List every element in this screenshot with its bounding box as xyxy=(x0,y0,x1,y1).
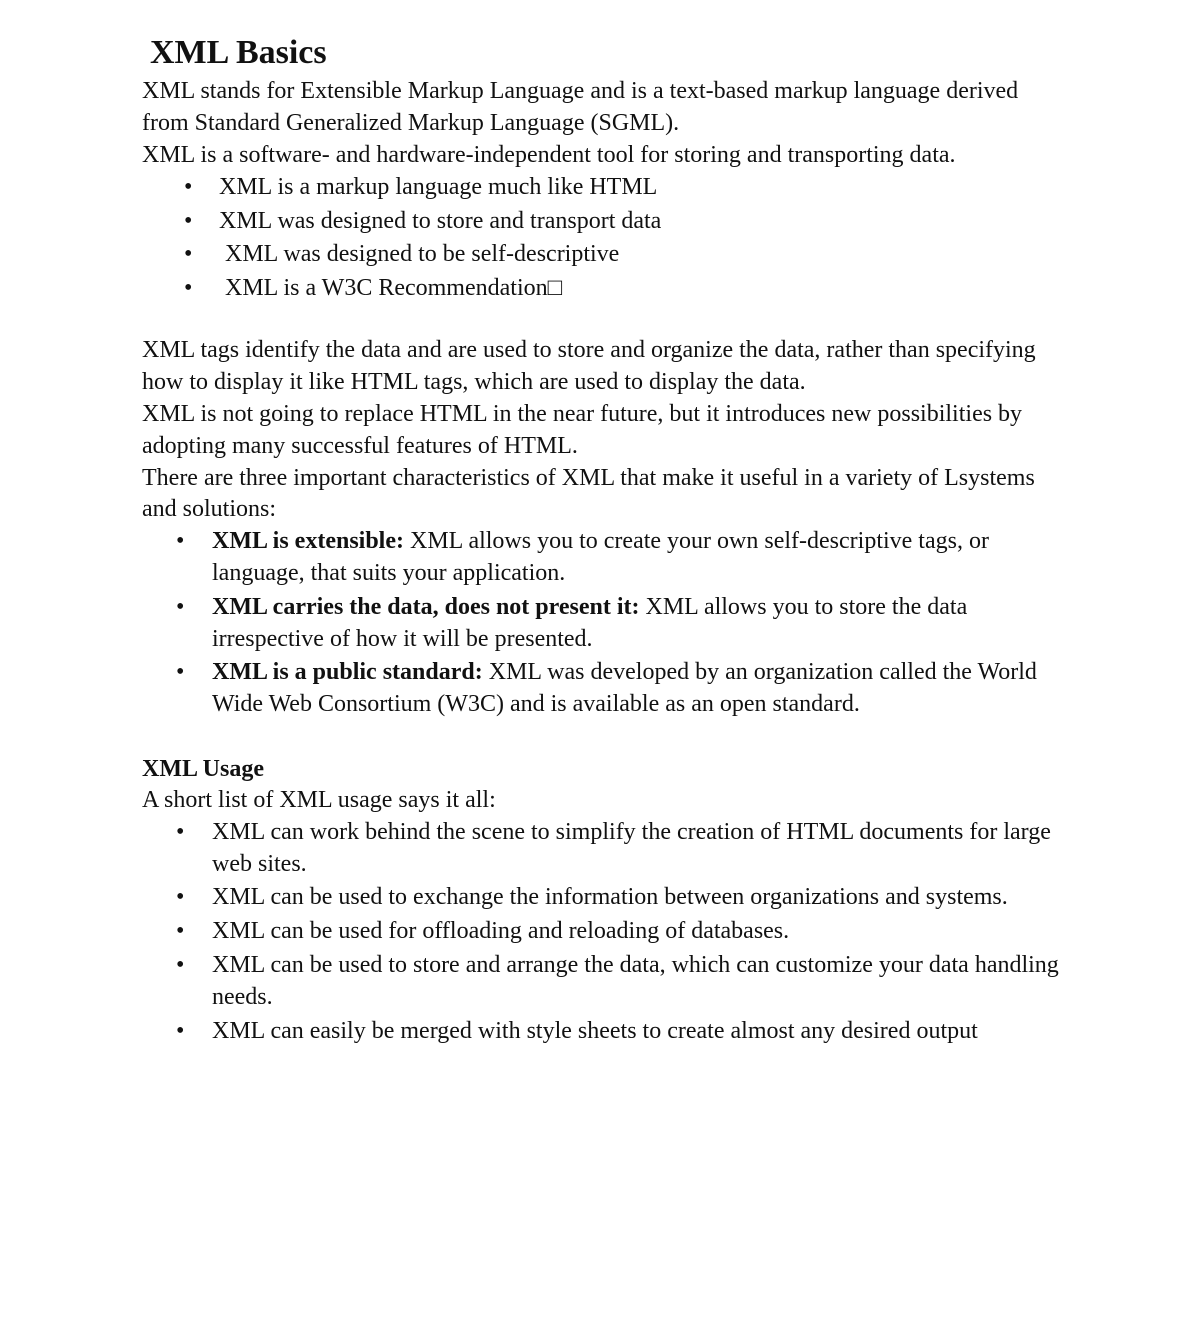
list-item-text: XML was designed to store and transport data xyxy=(219,207,662,234)
list-item xyxy=(142,882,1062,914)
usage-list xyxy=(142,817,1062,1048)
list-item xyxy=(142,817,1062,881)
bullet-icon: • xyxy=(176,884,185,911)
bullet-icon: • xyxy=(184,274,193,301)
characteristic-lead: XML is extensible: xyxy=(212,528,404,555)
characteristic-text: XML was developed by an organization called the World Wide Web Consortium (W3C) and is available as an open standard. xyxy=(212,659,1037,718)
bullet-icon: • xyxy=(176,659,185,686)
bullet-icon: • xyxy=(176,593,185,620)
list-item xyxy=(142,526,1062,590)
characteristic-lead: XML is a public standard: xyxy=(212,659,483,686)
bullet-icon: • xyxy=(184,207,193,234)
page-title: XML Basics xyxy=(150,34,327,71)
basics-list xyxy=(142,171,1062,305)
bullet-icon: • xyxy=(176,918,185,945)
bullet-icon: • xyxy=(184,174,193,201)
list-item xyxy=(142,205,1062,239)
list-item xyxy=(142,171,1062,205)
document-page xyxy=(142,30,1062,1049)
list-item xyxy=(142,592,1062,656)
body-paragraph-3: There are three important characteristics of XML that make it useful in a variety of Lsystems and solutions: xyxy=(142,464,1035,523)
list-item-text: XML can work behind the scene to simplify the creation of HTML documents for large web sites. xyxy=(212,818,1051,877)
list-item-text: XML was designed to be self-descriptive xyxy=(225,241,620,268)
list-item xyxy=(142,950,1062,1014)
list-item xyxy=(142,1016,1062,1048)
list-item xyxy=(142,272,1062,306)
list-item-text: XML is a markup language much like HTML xyxy=(219,174,658,201)
list-item-text: XML can be used for offloading and reloading of databases. xyxy=(212,918,790,945)
characteristic-lead: XML carries the data, does not present it: xyxy=(212,593,640,620)
bullet-icon: • xyxy=(184,241,193,268)
list-item-text: XML can easily be merged with style sheets to create almost any desired output xyxy=(212,1017,978,1044)
list-item xyxy=(142,238,1062,272)
list-item xyxy=(142,657,1062,721)
list-item-text: XML is a W3C Recommendation□ xyxy=(225,274,563,301)
list-item xyxy=(142,916,1062,948)
characteristic-text: XML allows you to create your own self-descriptive tags, or language, that suits your application. xyxy=(212,528,989,586)
usage-intro: A short list of XML usage says it all: xyxy=(142,786,496,813)
list-item-text: XML can be used to store and arrange the data, which can customize your data handling needs. xyxy=(212,951,1059,1010)
bullet-icon: • xyxy=(176,1017,185,1044)
usage-heading: XML Usage xyxy=(142,755,264,782)
spacer xyxy=(142,723,1062,753)
body-paragraph-1: XML tags identify the data and are used to store and organize the data, rather than specifying how to display it like HTML tags, which are used to display the data. xyxy=(142,337,1036,396)
bullet-icon: • xyxy=(176,951,185,978)
intro-paragraph-2: XML is a software- and hardware-independent tool for storing and transporting data. xyxy=(142,141,956,168)
characteristics-list xyxy=(142,526,1062,721)
intro-paragraph-1: XML stands for Extensible Markup Language and is a text-based markup language derived from Standard Generalized Markup Language (SGML). xyxy=(142,78,1019,136)
body-paragraph-2: XML is not going to replace HTML in the near future, but it introduces new possibilities by adopting many successful features of HTML. xyxy=(142,400,1023,459)
list-item-text: XML can be used to exchange the information between organizations and systems. xyxy=(212,884,1008,911)
characteristic-text: XML allows you to store the data irrespective of how it will be presented. xyxy=(212,593,968,652)
bullet-icon: • xyxy=(176,818,185,845)
spacer xyxy=(142,305,1062,335)
bullet-icon: • xyxy=(176,528,185,555)
